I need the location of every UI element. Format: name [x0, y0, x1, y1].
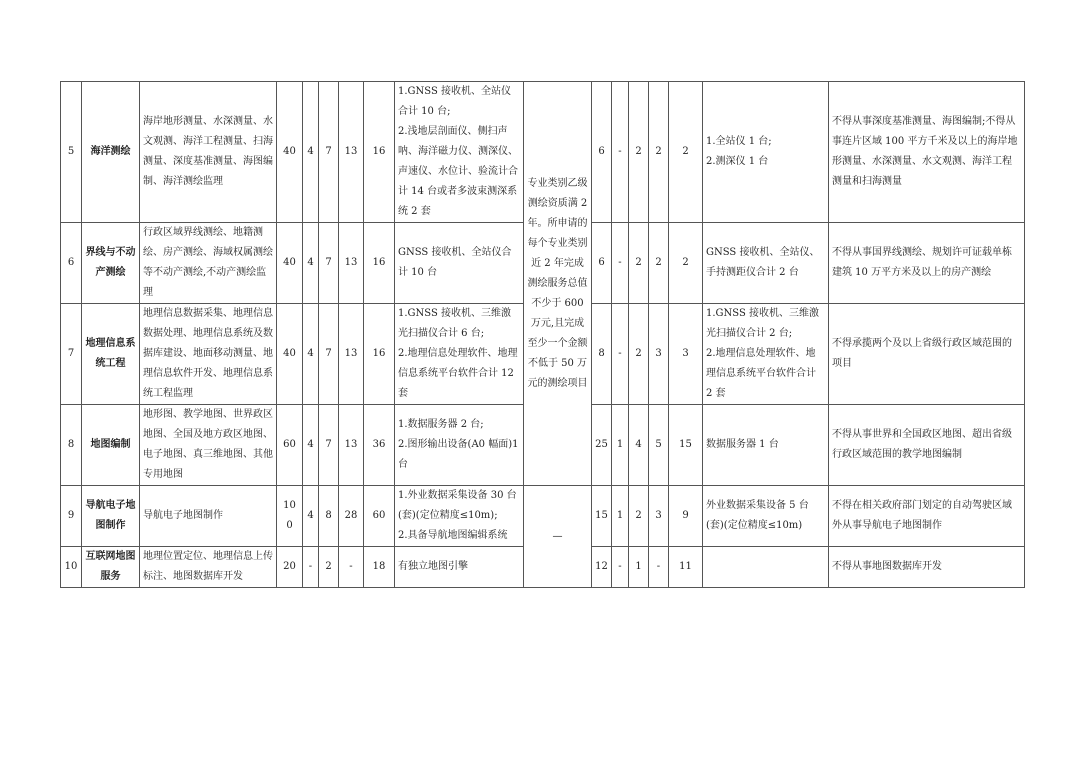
count-cell: 20 — [277, 547, 303, 588]
count-cell: - — [612, 304, 629, 405]
count-cell: 1 — [629, 547, 649, 588]
count-cell: - — [612, 82, 629, 223]
count-cell: 16 — [364, 223, 395, 304]
limit-cell: 不得在相关政府部门划定的自动驾驶区域外从事导航电子地图制作 — [829, 486, 1025, 547]
count-cell: 12 — [592, 547, 612, 588]
count-cell: 40 — [277, 223, 303, 304]
row-number: 5 — [61, 82, 82, 223]
count-cell: 13 — [339, 304, 364, 405]
equipment-a-cell: 有独立地图引擎 — [395, 547, 524, 588]
count-cell: 2 — [629, 304, 649, 405]
equipment-b-cell — [703, 547, 829, 588]
count-cell: 3 — [669, 304, 703, 405]
count-cell: - — [612, 547, 629, 588]
count-cell: 25 — [592, 405, 612, 486]
equipment-b-cell: 1.全站仪 1 台; 2.测深仪 1 台 — [703, 82, 829, 223]
category-name: 海洋测绘 — [82, 82, 140, 223]
scope-cell: 海岸地形测量、水深测量、水文观测、海洋工程测量、扫海测量、深度基准测量、海图编制、海洋测绘监理 — [140, 82, 277, 223]
category-name: 界线与不动产测绘 — [82, 223, 140, 304]
scope-cell: 地形图、教学地图、世界政区地图、全国及地方政区地图、电子地图、真三维地图、其他专用地图 — [140, 405, 277, 486]
row-number: 7 — [61, 304, 82, 405]
count-cell: 60 — [277, 405, 303, 486]
count-cell: 5 — [649, 405, 669, 486]
count-cell: 15 — [669, 405, 703, 486]
count-cell: 6 — [592, 82, 612, 223]
limit-cell: 不得从事国界线测绘、规划许可证载单栋建筑 10 万平方米及以上的房产测绘 — [829, 223, 1025, 304]
category-name: 互联网地图服务 — [82, 547, 140, 588]
count-cell: 7 — [319, 304, 339, 405]
count-cell: 15 — [592, 486, 612, 547]
count-cell: 2 — [669, 223, 703, 304]
count-cell: 60 — [364, 486, 395, 547]
dash-cell: — — [524, 486, 592, 588]
count-cell: 11 — [669, 547, 703, 588]
count-cell: 13 — [339, 82, 364, 223]
scope-cell: 导航电子地图制作 — [140, 486, 277, 547]
count-cell: 4 — [303, 82, 319, 223]
count-cell: 2 — [629, 223, 649, 304]
equipment-a-cell: 1.GNSS 接收机、三维激光扫描仪合计 6 台; 2.地理信息处理软件、地理信息系统平台软件合计 12 套 — [395, 304, 524, 405]
count-cell: 1 — [612, 405, 629, 486]
count-cell: 9 — [669, 486, 703, 547]
limit-cell: 不得从事世界和全国政区地图、超出省级行政区域范围的教学地图编制 — [829, 405, 1025, 486]
equipment-b-cell: GNSS 接收机、全站仪、手持测距仪合计 2 台 — [703, 223, 829, 304]
qualification-table — [60, 81, 1025, 588]
limit-cell: 不得从事深度基准测量、海图编制;不得从事连片区域 100 平方千米及以上的海岸地形测量、水深测量、水文观测、海洋工程测量和扫海测量 — [829, 82, 1025, 223]
count-cell: 4 — [303, 405, 319, 486]
scope-cell: 行政区域界线测绘、地籍测绘、房产测绘、海域权属测绘等不动产测绘,不动产测绘监理 — [140, 223, 277, 304]
scope-cell: 地理信息数据采集、地理信息数据处理、地理信息系统及数据库建设、地面移动测量、地理信息软件开发、地理信息系统工程监理 — [140, 304, 277, 405]
count-cell: 40 — [277, 304, 303, 405]
count-cell: 8 — [592, 304, 612, 405]
limit-cell: 不得承揽两个及以上省级行政区域范围的项目 — [829, 304, 1025, 405]
count-cell: - — [339, 547, 364, 588]
table-row — [61, 486, 1025, 547]
count-cell: 4 — [303, 486, 319, 547]
table-row — [61, 82, 1025, 223]
count-cell: 3 — [649, 304, 669, 405]
count-cell: 28 — [339, 486, 364, 547]
equipment-b-cell: 外业数据采集设备 5 台(套)(定位精度≤10m) — [703, 486, 829, 547]
count-cell: 18 — [364, 547, 395, 588]
category-name: 地理信息系统工程 — [82, 304, 140, 405]
count-cell: 3 — [649, 486, 669, 547]
equipment-a-cell: GNSS 接收机、全站仪合计 10 台 — [395, 223, 524, 304]
count-cell: 13 — [339, 223, 364, 304]
count-cell: - — [303, 547, 319, 588]
count-cell: 1 — [612, 486, 629, 547]
count-cell: 7 — [319, 82, 339, 223]
row-number: 9 — [61, 486, 82, 547]
count-cell: 2 — [629, 486, 649, 547]
count-cell: 2 — [669, 82, 703, 223]
equipment-b-cell: 1.GNSS 接收机、三维激光扫描仪合计 2 台; 2.地理信息处理软件、地理信息系统平台软件合计 2 套 — [703, 304, 829, 405]
limit-cell: 不得从事地图数据库开发 — [829, 547, 1025, 588]
equipment-b-cell: 数据服务器 1 台 — [703, 405, 829, 486]
count-cell: 7 — [319, 223, 339, 304]
count-cell: 8 — [319, 486, 339, 547]
count-cell: 2 — [319, 547, 339, 588]
count-cell: 7 — [319, 405, 339, 486]
row-number: 8 — [61, 405, 82, 486]
count-cell: 40 — [277, 82, 303, 223]
count-cell: 16 — [364, 82, 395, 223]
performance-requirement-cell: 专业类别乙级测绘资质满 2 年。所申请的每个专业类别近 2 年完成测绘服务总值不少于 600 万元,且完成至少一个金额不低于 50 万元的测绘项目 — [524, 82, 592, 486]
row-number: 6 — [61, 223, 82, 304]
count-cell: 100 — [277, 486, 303, 547]
count-cell: 13 — [339, 405, 364, 486]
count-cell: 2 — [629, 82, 649, 223]
count-cell: 36 — [364, 405, 395, 486]
count-cell: 4 — [303, 223, 319, 304]
count-cell: 4 — [303, 304, 319, 405]
equipment-a-cell: 1.数据服务器 2 台; 2.图形输出设备(A0 幅面)1 台 — [395, 405, 524, 486]
count-cell: 4 — [629, 405, 649, 486]
count-cell: 2 — [649, 223, 669, 304]
count-cell: - — [612, 223, 629, 304]
row-number: 10 — [61, 547, 82, 588]
equipment-a-cell: 1.GNSS 接收机、全站仪合计 10 台; 2.浅地层剖面仪、侧扫声呐、海洋磁力仪、测深仪、声速仪、水位计、验流计合计 14 台或者多波束测深系统 2 套 — [395, 82, 524, 223]
count-cell: - — [649, 547, 669, 588]
count-cell: 6 — [592, 223, 612, 304]
count-cell: 2 — [649, 82, 669, 223]
scope-cell: 地理位置定位、地理信息上传标注、地图数据库开发 — [140, 547, 277, 588]
equipment-a-cell: 1.外业数据采集设备 30 台(套)(定位精度≤10m); 2.具备导航地图编辑系统 — [395, 486, 524, 547]
category-name: 地图编制 — [82, 405, 140, 486]
count-cell: 16 — [364, 304, 395, 405]
category-name: 导航电子地图制作 — [82, 486, 140, 547]
